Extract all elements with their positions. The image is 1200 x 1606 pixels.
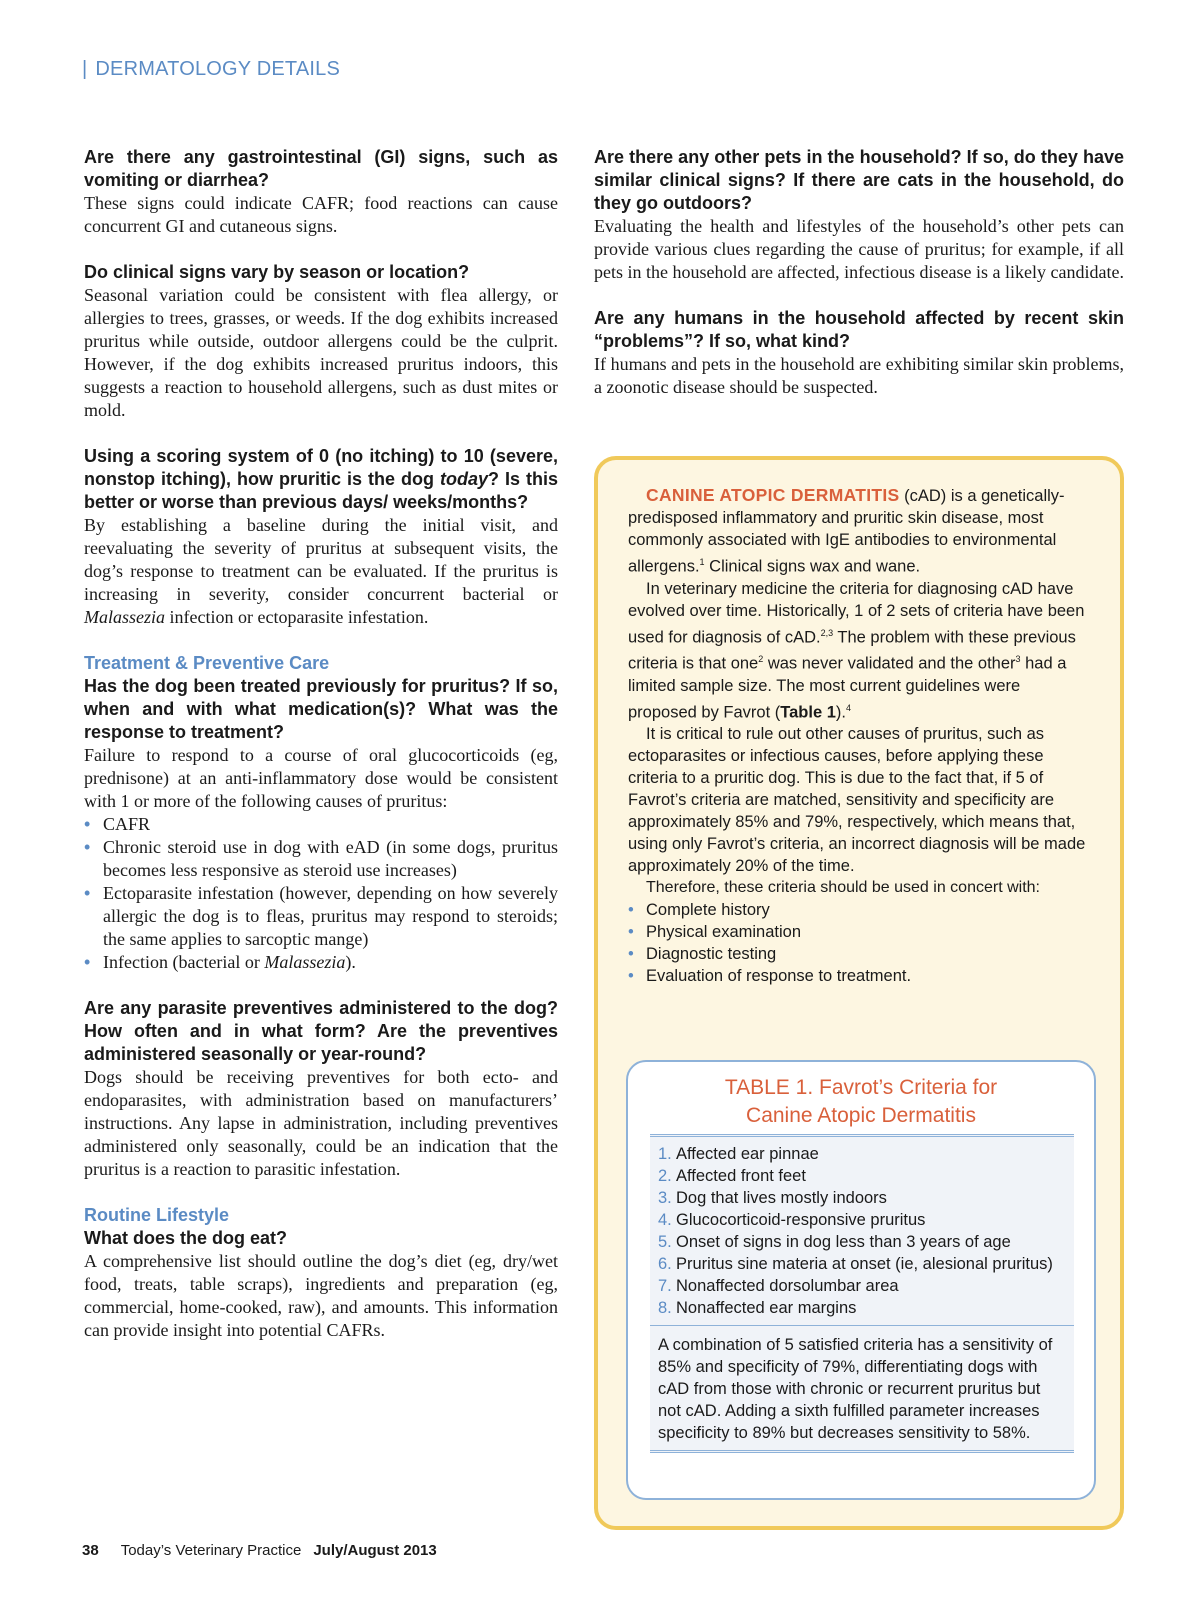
question-scoring-system: Using a scoring system of 0 (no itching) to 10 (severe, nonstop itching), how pruritic is the dog today? Is this better or worse than previous days/ weeks/months? [84,446,558,512]
answer-gi-signs: These signs could indicate CAFR; food reactions can cause concurrent GI and cutaneous signs. [84,193,558,236]
answer-parasite-preventives: Dogs should be receiving preventives for both ecto- and endoparasites, with administration based on manufacturers’ instructions. Any lapse in administration, including preventives administered only seasonally, could be an indication that the pruritus is a reaction to parasitic infestation. [84,1067,558,1179]
question-humans-affected: Are any humans in the household affected by recent skin “problems”? If so, what kind? [594,308,1124,351]
question-parasite-preventives: Are any parasite preventives administered to the dog? How often and in what form? Are the preventives administered seasonally or year-round? [84,998,558,1064]
sidebar-intro: CANINE ATOPIC DERMATITIS (cAD) is a genetically-predisposed inflammatory and pruritic skin disease, most commonly associated with IgE antibodies to environmental allergens.$^1$ Clinical signs wax and wane. [628,485,1065,576]
table-row: 5. Onset of signs in dog less than 3 years of age [658,1233,1011,1251]
header-separator: | [82,58,88,80]
list-item: • Complete history [628,899,1090,921]
publication-name: Today’s Veterinary Practice [120,1542,302,1559]
sidebar-content [628,484,1090,987]
table-row: 6. Pruritus sine materia at onset (ie, alesional pruritus) [658,1255,1053,1273]
list-item: • Ectoparasite infestation (however, depending on how severely allergic the dog is to fleas, pruritus may respond to steroids; the same applies to sarcoptic mange) [84,882,558,951]
section-heading-treatment: Treatment & Preventive Care [84,653,330,673]
sidebar-bullet-list [628,899,1090,987]
answer-previous-treatment: Failure to respond to a course of oral glucocorticoids (eg, prednisone) at an anti-inflammatory dose would be consistent with 1 or more of the following causes of pruritus: [84,745,558,811]
table-row: 7. Nonaffected dorsolumbar area [658,1277,899,1295]
table-row: 4. Glucocorticoid-responsive pruritus [658,1211,926,1229]
favrot-criteria-table [626,1060,1096,1500]
answer-other-pets: Evaluating the health and lifestyles of the household’s other pets can provide various clues regarding the cause of pruritus; for example, if all pets in the household are affected, infectious disease is a likely candidate. [594,216,1124,282]
answer-humans-affected: If humans and pets in the household are exhibiting similar skin problems, a zoonotic disease should be suspected. [594,354,1124,397]
section-header-title: DERMATOLOGY DETAILS [95,58,341,80]
table-row: 3. Dog that lives mostly indoors [658,1189,887,1207]
answer-diet: A comprehensive list should outline the dog’s diet (eg, dry/wet food, treats, table scraps), ingredients and preparation (eg, commercial, home-cooked, raw), and amounts. This information can provide insight into potential CAFRs. [84,1251,558,1340]
criteria-list [650,1137,1074,1326]
right-column [594,146,1124,399]
answer-season-location: Seasonal variation could be consistent with flea allergy, or allergies to trees, grasses, or weeds. If the dog exhibits increased pruritus while outside, outdoor allergens could be the culprit. However, if the dog exhibits increased pruritus indoors, this suggests a reaction to household allergens, such as dust mites or mold. [84,285,558,420]
question-gi-signs: Are there any gastrointestinal (GI) signs, such as vomiting or diarrhea? [84,147,558,190]
sidebar-paragraph-criteria: In veterinary medicine the criteria for diagnosing cAD have evolved over time. Historically, 1 of 2 sets of criteria have been used for diagnosis of cAD.$^{2,3}$ The problem with these previous criteria is that one$^2$ was never validated and the other$^3$ had a limited sample size. The most current guidelines were proposed by Favrot (Table 1).$^4$ [628,579,1085,721]
table-row: 1. Affected ear pinnae [658,1145,819,1163]
sidebar-title: CANINE ATOPIC DERMATITIS [646,485,900,505]
list-item: • CAFR [84,813,558,836]
table-title: TABLE 1. Favrot’s Criteria for Canine Atopic Dermatitis [724,1076,998,1127]
list-item: • Diagnostic testing [628,943,1090,965]
table-row: 2. Affected front feet [658,1167,806,1185]
running-header [82,58,340,81]
sidebar-paragraph-concert: Therefore, these criteria should be used in concert with: [646,879,1040,896]
question-other-pets: Are there any other pets in the household? If so, do they have similar clinical signs? If there are cats in the household, do they go outdoors? [594,147,1124,213]
sidebar-paragraph-rule-out: It is critical to rule out other causes of pruritus, such as ectoparasites or infectious causes, before applying these criteria to a pruritic dog. This is due to the fact that, if 5 of Favrot’s criteria are matched, sensitivity and specificity are approximately 85% and 79%, respectively, which means that, using only Favrot’s criteria, an incorrect diagnosis will be made approximately 20% of the time. [628,725,1086,875]
list-item: • Physical examination [628,921,1090,943]
question-diet: What does the dog eat? [84,1228,288,1248]
section-heading-lifestyle: Routine Lifestyle [84,1205,230,1225]
causes-list [84,813,558,974]
list-item: • Chronic steroid use in dog with eAD (in some dogs, pruritus becomes less responsive as steroid use increases) [84,836,558,882]
question-previous-treatment: Has the dog been treated previously for pruritus? If so, when and with what medication(s)? What was the response to treatment? [84,676,558,742]
page-number: 38 [82,1542,99,1559]
question-season-location: Do clinical signs vary by season or location? [84,262,470,282]
table-footnote: A combination of 5 satisfied criteria has a sensitivity of 85% and specificity of 79%, differentiating dogs with cAD from those with chronic or recurrent pruritus but not cAD. Adding a sixth fulfilled parameter increases specificity to 89% but decreases sensitivity to 58%. [658,1336,1053,1442]
list-item: • Infection (bacterial or Malassezia). [84,951,558,974]
page-footer [82,1542,437,1559]
list-item: • Evaluation of response to treatment. [628,965,1090,987]
table-body [650,1134,1074,1453]
cad-sidebar-box [594,456,1124,1530]
left-column [84,146,558,1342]
answer-scoring-system: By establishing a baseline during the initial visit, and reevaluating the severity of pruritus at subsequent visits, the dog’s response to treatment can be evaluated. If the pruritus is increasing in severity, consider concurrent bacterial or Malassezia infection or ectoparasite infestation. [84,515,558,627]
issue-date: July/August 2013 [313,1542,437,1559]
table-row: 8. Nonaffected ear margins [658,1299,857,1317]
